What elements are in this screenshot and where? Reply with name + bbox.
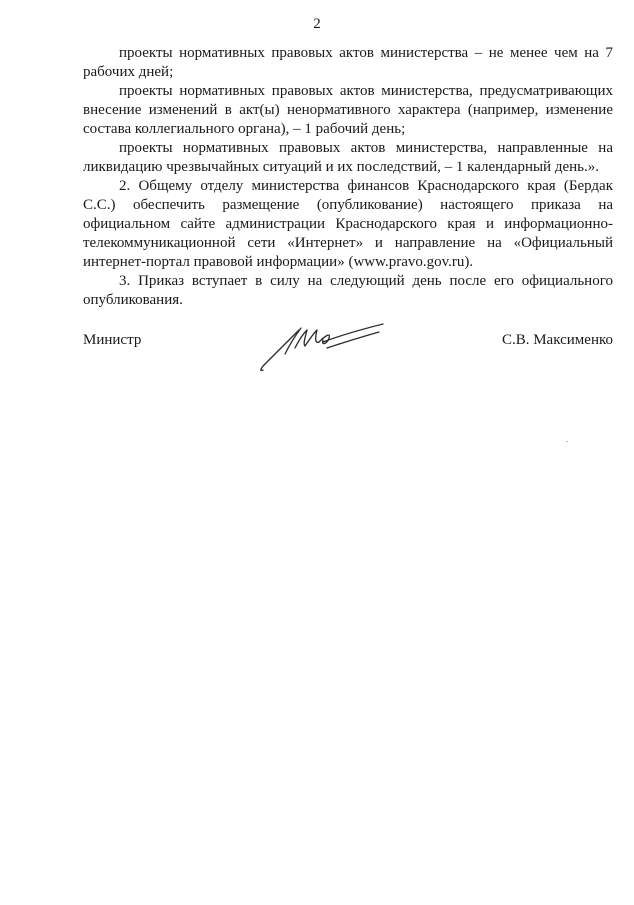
signatory-name: С.В. Максименко (501, 332, 613, 348)
handwritten-signature (255, 318, 395, 376)
paragraph-item-2-publication: 2. Общему отделу министерства финансов Краснодарского края (Бердак С.С.) обеспечить размещение (опубликование) настоящего приказа на официальном сайте администрации Краснодарского края и информационно-телекоммуникационной сети «Интернет» и направление на «Официальный интернет-портал правовой информации» (www.pravo.gov.ru). (83, 178, 613, 270)
paragraph-deadline-1-working-day: проекты нормативных правовых актов министерства, предусматривающих внесение изменений в акт(ы) ненормативного характера (например, изменение состава коллегиального органа), – 1 рабочий день; (83, 83, 613, 137)
page-number: 2 (313, 16, 321, 32)
scan-speck (566, 441, 568, 442)
signatory-title: Министр (83, 332, 142, 348)
paragraph-deadline-7-days: проекты нормативных правовых актов министерства – не менее чем на 7 рабочих дней; (83, 45, 613, 80)
paragraph-item-3-entry-into-force: 3. Приказ вступает в силу на следующий день после его официального опубликования. (83, 273, 613, 308)
paragraph-deadline-1-calendar-day: проекты нормативных правовых актов министерства, направленные на ликвидацию чрезвычайных ситуаций и их последствий, – 1 календарный день.». (83, 140, 613, 175)
document-body (83, 44, 613, 310)
